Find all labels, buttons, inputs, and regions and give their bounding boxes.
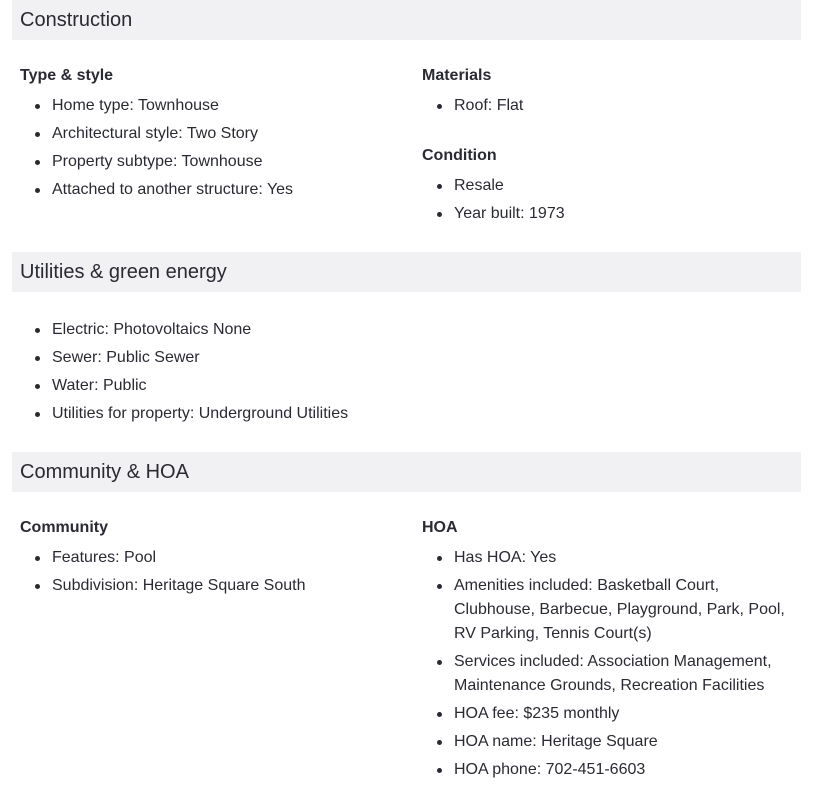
list-item: Home type: Townhouse xyxy=(20,94,400,118)
community-group xyxy=(20,518,400,602)
type-style-group xyxy=(20,66,400,206)
list-item: Roof: Flat xyxy=(422,94,802,118)
type-style-list xyxy=(20,94,400,202)
materials-heading: Materials xyxy=(422,67,492,84)
utilities-title: Utilities & green energy xyxy=(20,261,227,283)
hoa-heading: HOA xyxy=(422,519,458,536)
list-item: HOA fee: $235 monthly xyxy=(422,702,802,726)
list-item: Services included: Association Management, Maintenance Grounds, Recreation Facilities xyxy=(422,650,802,698)
community-list xyxy=(20,546,400,598)
list-item: Resale xyxy=(422,174,802,198)
community-hoa-title: Community & HOA xyxy=(20,461,189,483)
list-item: Water: Public xyxy=(20,374,800,398)
list-item: Amenities included: Basketball Court, Clubhouse, Barbecue, Playground, Park, Pool, RV Parking, Tennis Court(s) xyxy=(422,574,802,646)
list-item: Sewer: Public Sewer xyxy=(20,346,800,370)
list-item: Property subtype: Townhouse xyxy=(20,150,400,174)
list-item: Features: Pool xyxy=(20,546,400,570)
list-item: Has HOA: Yes xyxy=(422,546,802,570)
type-style-heading: Type & style xyxy=(20,67,114,84)
condition-heading: Condition xyxy=(422,147,497,164)
hoa-group xyxy=(422,518,802,786)
list-item: Subdivision: Heritage Square South xyxy=(20,574,400,598)
list-item: HOA phone: 702-451-6603 xyxy=(422,758,802,782)
condition-list xyxy=(422,174,802,226)
list-item: Architectural style: Two Story xyxy=(20,122,400,146)
community-heading: Community xyxy=(20,519,108,536)
condition-group xyxy=(422,146,802,230)
hoa-list xyxy=(422,546,802,782)
construction-title: Construction xyxy=(20,9,133,31)
materials-group xyxy=(422,66,802,122)
list-item: Year built: 1973 xyxy=(422,202,802,226)
materials-list xyxy=(422,94,802,118)
list-item: Electric: Photovoltaics None xyxy=(20,318,800,342)
list-item: Utilities for property: Underground Utilities xyxy=(20,402,800,426)
list-item: HOA name: Heritage Square xyxy=(422,730,802,754)
community-hoa-section-header xyxy=(12,452,801,492)
utilities-group xyxy=(20,318,800,430)
construction-section-header xyxy=(12,0,801,40)
utilities-list xyxy=(20,318,800,426)
utilities-section-header xyxy=(12,252,801,292)
list-item: Attached to another structure: Yes xyxy=(20,178,400,202)
